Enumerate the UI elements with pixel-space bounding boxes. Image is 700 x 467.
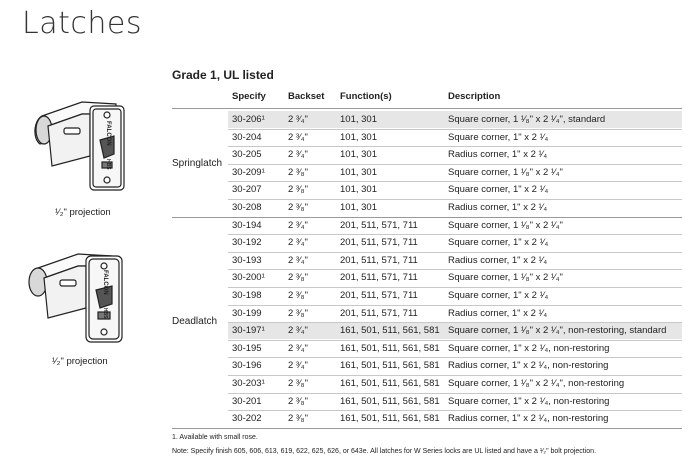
cell-specify: 30-199 <box>232 307 262 319</box>
cell-specify: 30-209¹ <box>232 166 265 178</box>
cell-backset: 2 ³⁄₈" <box>288 166 308 178</box>
cell-function: 201, 511, 571, 711 <box>340 307 418 319</box>
table-row <box>228 269 682 286</box>
cell-function: 101, 301 <box>340 131 377 143</box>
table-row <box>228 234 682 251</box>
cell-backset: 2 ³⁄₈" <box>288 202 308 213</box>
cell-specify: 30-203¹ <box>232 378 265 389</box>
springlatch-image <box>30 92 140 200</box>
deadlatch-caption: ¹⁄₂" projection <box>52 356 108 367</box>
cell-specify: 30-208 <box>232 202 262 213</box>
row-divider <box>228 129 682 130</box>
header-function: Function(s) <box>340 91 392 102</box>
table-title: Grade 1, UL listed <box>172 68 274 82</box>
row-divider <box>228 340 682 341</box>
cell-description: Square corner, 1" x 2 ¹⁄₄, non-restoring <box>448 342 610 354</box>
cell-specify: 30-196 <box>232 360 262 372</box>
cell-description: Radius corner, 1" x 2 ¹⁄₄, non-restoring <box>448 413 609 425</box>
cell-description: Radius corner, 1" x 2 ¹⁄₄ <box>448 254 548 266</box>
row-divider <box>228 393 682 394</box>
table-row <box>228 340 682 357</box>
group-divider <box>172 428 682 429</box>
table-row <box>228 181 682 198</box>
cell-function: 201, 511, 571, 711 <box>340 290 418 301</box>
cell-function: 161, 501, 511, 561, 581 <box>340 378 440 389</box>
cell-specify: 30-200¹ <box>232 272 265 284</box>
cell-function: 201, 511, 571, 711 <box>340 219 418 231</box>
row-divider <box>228 199 682 200</box>
footnote-1: 1. Available with small rose. <box>172 434 258 441</box>
table-row <box>228 357 682 374</box>
cell-description: Square corner, 1 ¹⁄₈" x 2 ¹⁄₄" <box>448 166 563 178</box>
cell-function: 101, 301 <box>340 114 377 125</box>
table-row <box>228 164 682 181</box>
cell-specify: 30-194 <box>232 219 262 231</box>
springlatch-caption: ¹⁄₂" projection <box>55 207 111 218</box>
row-divider <box>228 287 682 288</box>
cell-function: 161, 501, 511, 561, 581 <box>340 413 440 425</box>
cell-specify: 30-205 <box>232 149 262 161</box>
deadlatch-image <box>24 246 138 348</box>
cell-backset: 2 ³⁄₄" <box>288 149 308 161</box>
cell-backset: 2 ³⁄₄" <box>288 342 308 354</box>
cell-description: Square corner, 1 ¹⁄₈" x 2 ¹⁄₄" <box>448 272 563 284</box>
cell-specify: 30-192 <box>232 237 262 249</box>
cell-function: 201, 511, 571, 711 <box>340 237 418 249</box>
cell-backset: 2 ³⁄₈" <box>288 378 308 389</box>
row-divider <box>228 357 682 358</box>
cell-backset: 2 ³⁄₄" <box>288 237 308 249</box>
row-divider <box>228 410 682 411</box>
table-row <box>228 287 682 304</box>
row-divider <box>228 322 682 323</box>
table-row <box>228 129 682 146</box>
deadlatch-mark: HBS <box>102 308 108 319</box>
cell-specify: 30-197¹ <box>232 325 265 337</box>
header-description: Description <box>448 91 501 102</box>
cell-description: Square corner, 1 ¹⁄₈" x 2 ¹⁄₄", non-restoring, standard <box>448 325 667 337</box>
cell-function: 101, 301 <box>340 184 377 196</box>
cell-function: 161, 501, 511, 561, 581 <box>340 325 440 337</box>
table-row <box>228 199 682 216</box>
row-divider <box>228 181 682 182</box>
cell-description: Radius corner, 1" x 2 ¹⁄₄, non-restoring <box>448 360 609 372</box>
cell-function: 161, 501, 511, 561, 581 <box>340 360 440 372</box>
row-divider <box>228 252 682 253</box>
cell-specify: 30-193 <box>232 254 262 266</box>
row-divider <box>228 164 682 165</box>
cell-backset: 2 ³⁄₈" <box>288 272 308 284</box>
row-divider <box>228 234 682 235</box>
table-row <box>228 146 682 163</box>
cell-backset: 2 ³⁄₄" <box>288 360 308 372</box>
cell-function: 101, 301 <box>340 202 377 213</box>
footnote-note: Note: Specify finish 605, 606, 613, 619, 622, 625, 626, or 643e. All latches for W Series locks are UL listed and have a ¹⁄₂" bolt projection. <box>172 448 597 455</box>
header-divider <box>172 108 682 109</box>
cell-function: 161, 501, 511, 561, 581 <box>340 342 440 354</box>
cell-backset: 2 ³⁄₈" <box>288 413 308 425</box>
row-divider <box>228 269 682 270</box>
cell-description: Radius corner, 1" x 2 ¹⁄₄ <box>448 149 548 161</box>
header-specify: Specify <box>232 91 266 102</box>
cell-function: 161, 501, 511, 561, 581 <box>340 395 440 407</box>
table-row <box>228 410 682 427</box>
cell-description: Square corner, 1" x 2 ¹⁄₄ <box>448 290 549 301</box>
cell-function: 101, 301 <box>340 149 377 161</box>
cell-backset: 2 ³⁄₄" <box>288 219 308 231</box>
cell-specify: 30-201 <box>232 395 262 407</box>
cell-description: Square corner, 1" x 2 ¹⁄₄ <box>448 237 549 249</box>
cell-backset: 2 ³⁄₄" <box>288 131 308 143</box>
cell-specify: 30-206¹ <box>232 114 265 125</box>
cell-description: Square corner, 1 ¹⁄₈" x 2 ¹⁄₄", non-restoring <box>448 378 625 389</box>
table-row <box>228 322 682 339</box>
table-row <box>228 252 682 269</box>
deadlatch-brand: FALCON <box>102 270 108 295</box>
cell-backset: 2 ³⁄₈" <box>288 184 308 196</box>
row-divider <box>228 305 682 306</box>
header-backset: Backset <box>288 91 325 102</box>
table-row <box>228 393 682 410</box>
page-title: Latches <box>22 6 142 41</box>
row-divider <box>228 375 682 376</box>
cell-function: 201, 511, 571, 711 <box>340 272 418 284</box>
group-label: Springlatch <box>172 157 223 169</box>
cell-specify: 30-198 <box>232 290 262 301</box>
cell-backset: 2 ³⁄₈" <box>288 290 308 301</box>
row-divider <box>228 146 682 147</box>
cell-description: Square corner, 1" x 2 ¹⁄₄ <box>448 184 549 196</box>
cell-backset: 2 ³⁄₈" <box>288 307 308 319</box>
table-row <box>228 375 682 392</box>
cell-description: Radius corner, 1" x 2 ¹⁄₄ <box>448 202 548 213</box>
cell-description: Square corner, 1" x 2 ¹⁄₄ <box>448 131 549 143</box>
springlatch-brand: FALCON <box>105 121 111 146</box>
cell-backset: 2 ³⁄₄" <box>288 325 308 337</box>
cell-backset: 2 ³⁄₄" <box>288 254 308 266</box>
cell-function: 201, 511, 571, 711 <box>340 254 418 266</box>
cell-specify: 30-195 <box>232 342 262 354</box>
table-row <box>228 305 682 322</box>
cell-specify: 30-204 <box>232 131 262 143</box>
cell-description: Square corner, 1 ¹⁄₈" x 2 ¹⁄₄" <box>448 219 563 231</box>
table-row <box>228 111 682 128</box>
cell-specify: 30-207 <box>232 184 262 196</box>
cell-function: 101, 301 <box>340 166 377 178</box>
table-row <box>228 217 682 234</box>
cell-description: Square corner, 1 ¹⁄₈" x 2 ¹⁄₄", standard <box>448 114 606 125</box>
group-label: Deadlatch <box>172 316 218 328</box>
cell-specify: 30-202 <box>232 413 262 425</box>
cell-description: Square corner, 1" x 2 ¹⁄₄, non-restoring <box>448 395 610 407</box>
springlatch-mark: HBS <box>105 159 111 170</box>
cell-backset: 2 ³⁄₈" <box>288 395 308 407</box>
cell-description: Radius corner, 1" x 2 ¹⁄₄ <box>448 307 548 319</box>
cell-backset: 2 ³⁄₄" <box>288 114 308 125</box>
